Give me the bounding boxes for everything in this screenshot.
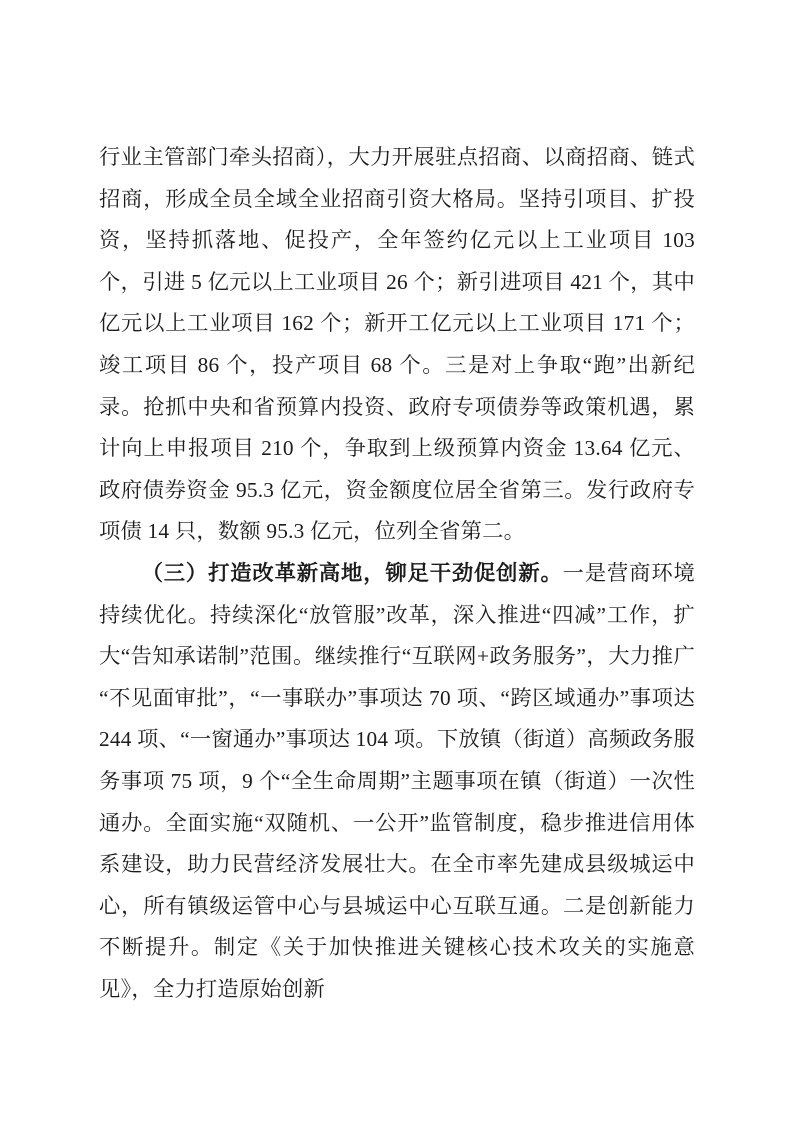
section-heading: （三）打造改革新高地，铆足干劲促创新。 <box>141 560 563 585</box>
paragraph-section-three <box>99 553 695 1011</box>
paragraph-continued-from-previous-page <box>99 137 695 553</box>
paragraph-body-text: 一是营商环境持续优化。持续深化“放管服”改革，深入推进“四减”工作，扩大“告知承诺制”范围。继续推行“互联网+政务服务”，大力推广“不见面审批”，“一事联办”事项达 70 项、“跨区域通办”事项达 244 项、“一窗通办”事项达 104 项。下放镇（街道）高频政务服务事项 75 项，9 个“全生命周期”主题事项在镇（街道）一次性通办。全面实施“双随机、一公开”监管制度，稳步推进信用体系建设，助力民营经济发展壮大。在全市率先建成县级城运中心，所有镇级运管中心与县城运中心互联互通。二是创新能力不断提升。制定《关于加快推进关键核心技术攻关的实施意见》，全力打造原始创新 <box>99 560 695 1001</box>
paragraph-body-text: 行业主管部门牵头招商），大力开展驻点招商、以商招商、链式招商，形成全员全域全业招商引资大格局。坚持引项目、扩投资，坚持抓落地、促投产，全年签约亿元以上工业项目 103 个，引进 5 亿元以上工业项目 26 个；新引进项目 421 个，其中亿元以上工业项目 162 个；新开工亿元以上工业项目 171 个；竣工项目 86 个，投产项目 68 个。三是对上争取“跑”出新纪录。抢抓中央和省预算内投资、政府专项债券等政策机遇，累计向上申报项目 210 个，争取到上级预算内资金 13.64 亿元、政府债券资金 95.3 亿元，资金额度位居全省第三。发行政府专项债 14 只，数额 95.3 亿元，位列全省第二。 <box>99 145 695 544</box>
document-text-block <box>99 137 695 1010</box>
